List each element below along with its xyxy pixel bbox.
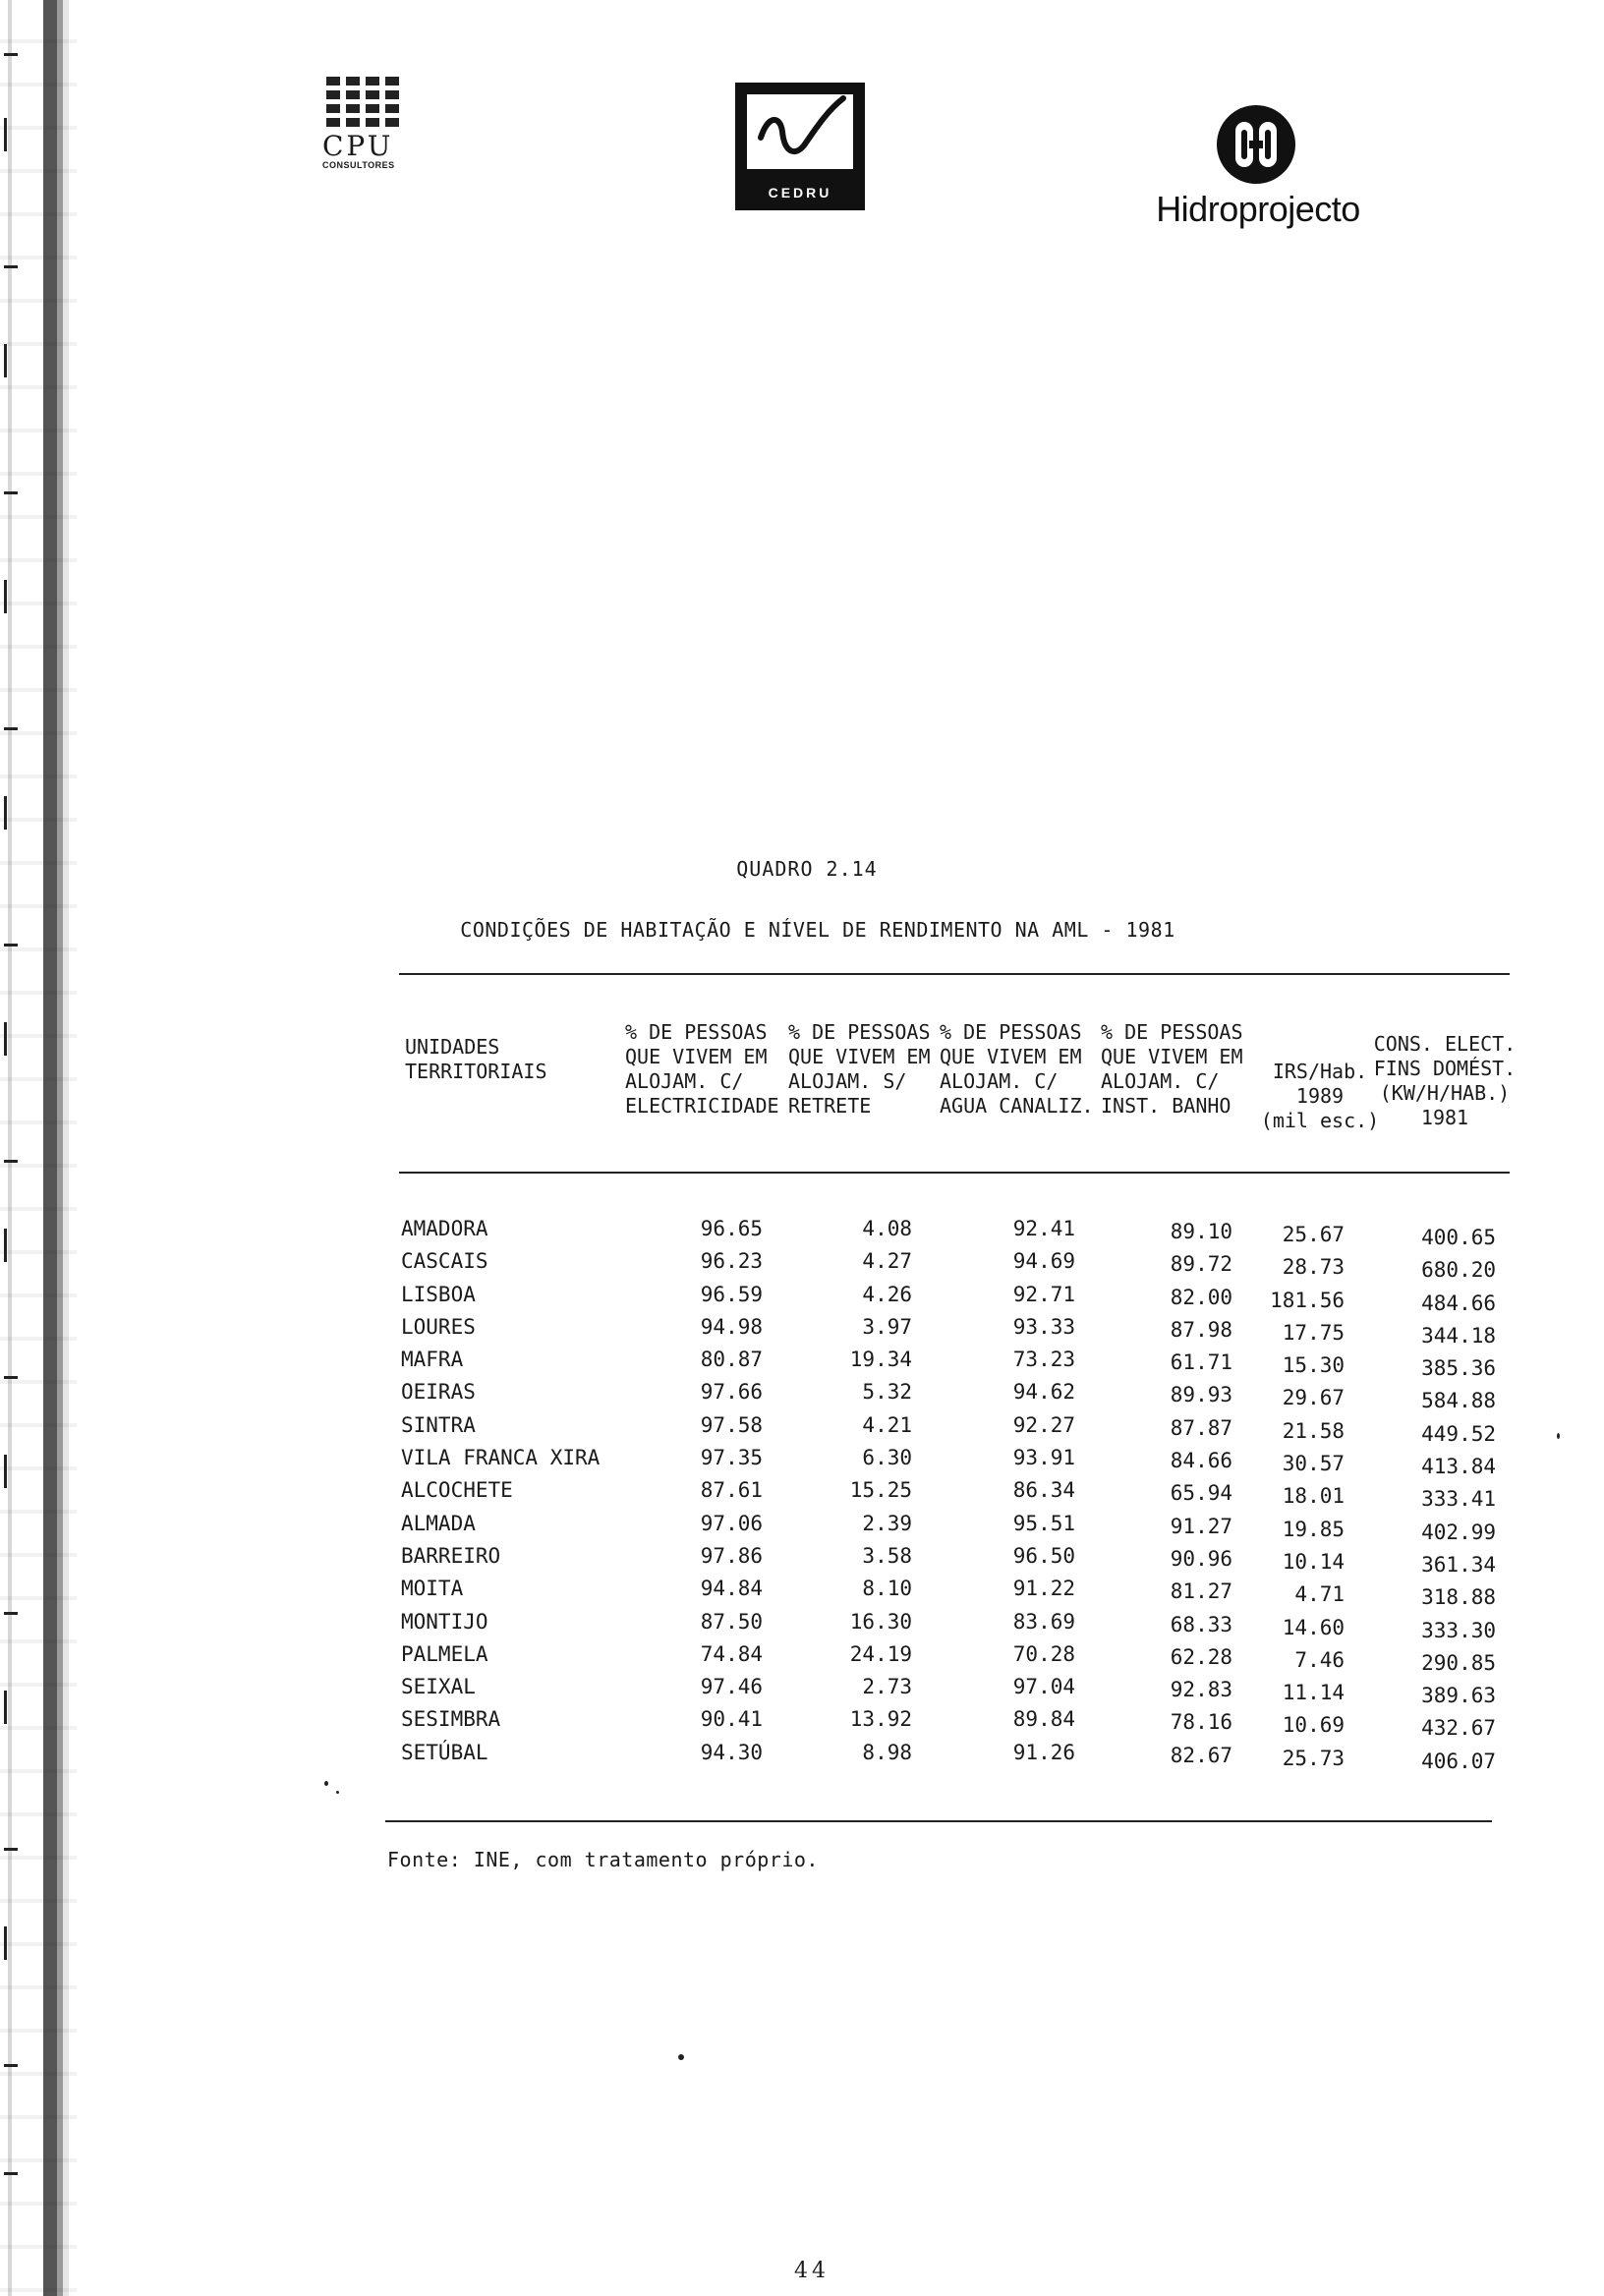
header-electricidade: % DE PESSOAS QUE VIVEM EM ALOJAM. C/ ELECTRICIDADE (625, 1020, 779, 1118)
cedru-logo (735, 83, 865, 210)
unit-name-cell: ALMADA (401, 1511, 476, 1535)
table-top-rule (399, 973, 1510, 975)
table-row (401, 1279, 1521, 1315)
scan-speck (324, 1781, 328, 1786)
pct-agua-canalizada-cell: 83.69 (1012, 1609, 1075, 1634)
irs-per-hab-cell: 19.85 (1282, 1517, 1345, 1541)
cons-electrico-cell: 361.34 (1421, 1552, 1496, 1577)
pct-electricidade-cell: 97.86 (700, 1543, 763, 1568)
pct-sem-retrete-cell: 2.73 (862, 1675, 912, 1699)
pct-instalacao-banho-cell: 89.72 (1170, 1252, 1232, 1277)
irs-per-hab-cell: 17.75 (1282, 1320, 1345, 1345)
pct-electricidade-cell: 87.61 (700, 1478, 763, 1503)
pct-electricidade-cell: 90.41 (700, 1707, 763, 1732)
scan-speck (678, 2054, 684, 2060)
unit-name-cell: MONTIJO (401, 1609, 488, 1634)
unit-name-cell: SEIXAL (401, 1675, 476, 1699)
pct-sem-retrete-cell: 19.34 (849, 1348, 912, 1372)
table-row (401, 1213, 1521, 1249)
pct-electricidade-cell: 94.84 (700, 1577, 763, 1601)
pct-sem-retrete-cell: 6.30 (862, 1446, 912, 1470)
pct-electricidade-cell: 97.66 (700, 1380, 763, 1405)
header-instalacao-banho: % DE PESSOAS QUE VIVEM EM ALOJAM. C/ INST. BANHO (1101, 1020, 1243, 1118)
pct-instalacao-banho-cell: 92.83 (1170, 1678, 1232, 1702)
table-row (401, 1344, 1521, 1381)
pct-agua-canalizada-cell: 86.34 (1012, 1478, 1075, 1503)
page-number: 44 (794, 2259, 830, 2283)
table-row (401, 1245, 1521, 1283)
pct-instalacao-banho-cell: 90.96 (1170, 1546, 1232, 1571)
pct-electricidade-cell: 97.35 (700, 1446, 763, 1470)
header-units: UNIDADES TERRITORIAIS (405, 1035, 547, 1083)
irs-per-hab-cell: 29.67 (1282, 1386, 1345, 1410)
unit-name-cell: OEIRAS (401, 1380, 476, 1405)
table-row (401, 1508, 1521, 1544)
pct-agua-canalizada-cell: 70.28 (1012, 1641, 1075, 1666)
pct-instalacao-banho-cell: 87.87 (1170, 1415, 1232, 1440)
pct-sem-retrete-cell: 24.19 (849, 1641, 912, 1666)
cpu-logo-name: CPU (322, 130, 394, 162)
irs-per-hab-cell: 4.71 (1294, 1582, 1345, 1607)
table-row (401, 1703, 1521, 1741)
cons-electrico-cell: 344.18 (1421, 1323, 1496, 1348)
irs-per-hab-cell: 10.14 (1282, 1549, 1345, 1574)
binding-edge (0, 0, 77, 2296)
scan-speck (336, 1791, 339, 1794)
unit-name-cell: ALCOCHETE (401, 1478, 513, 1503)
pct-instalacao-banho-cell: 62.28 (1170, 1644, 1232, 1669)
header-retrete: % DE PESSOAS QUE VIVEM EM ALOJAM. S/ RETRETE (788, 1020, 931, 1118)
cons-electrico-cell: 290.85 (1421, 1650, 1496, 1675)
table-row (401, 1540, 1521, 1577)
pct-instalacao-banho-cell: 87.98 (1170, 1317, 1232, 1342)
cons-electrico-cell: 432.67 (1421, 1716, 1496, 1741)
pct-electricidade-cell: 97.58 (700, 1412, 763, 1437)
pct-sem-retrete-cell: 3.97 (862, 1314, 912, 1339)
header-irs: IRS/Hab. 1989 (mil esc.) (1260, 1060, 1380, 1132)
irs-per-hab-cell: 181.56 (1270, 1288, 1345, 1312)
pct-sem-retrete-cell: 3.58 (862, 1543, 912, 1568)
irs-per-hab-cell: 15.30 (1282, 1353, 1345, 1378)
pct-electricidade-cell: 96.65 (700, 1217, 763, 1240)
cpu-grid-icon (326, 77, 411, 127)
pct-agua-canalizada-cell: 93.91 (1012, 1446, 1075, 1470)
cpu-logo-sub: CONSULTORES (322, 160, 395, 170)
pct-agua-canalizada-cell: 92.41 (1012, 1217, 1075, 1240)
table-source: Fonte: INE, com tratamento próprio. (387, 1848, 819, 1871)
pct-agua-canalizada-cell: 73.23 (1012, 1348, 1075, 1372)
irs-per-hab-cell: 21.58 (1282, 1418, 1345, 1443)
table-row (401, 1311, 1521, 1348)
irs-per-hab-cell: 18.01 (1282, 1484, 1345, 1509)
irs-per-hab-cell: 11.14 (1282, 1681, 1345, 1705)
irs-per-hab-cell: 10.69 (1282, 1713, 1345, 1738)
pct-sem-retrete-cell: 4.21 (862, 1412, 912, 1437)
pct-electricidade-cell: 94.30 (700, 1740, 763, 1764)
pct-electricidade-cell: 80.87 (700, 1348, 763, 1372)
cons-electrico-cell: 484.66 (1421, 1291, 1496, 1315)
unit-name-cell: SESIMBRA (401, 1707, 501, 1732)
cons-electrico-cell: 333.41 (1421, 1487, 1496, 1512)
cons-electrico-cell: 333.30 (1421, 1618, 1496, 1642)
pct-instalacao-banho-cell: 68.33 (1170, 1612, 1232, 1636)
pct-sem-retrete-cell: 4.26 (862, 1282, 912, 1306)
table-number: QUADRO 2.14 (736, 857, 878, 881)
pct-sem-retrete-cell: 16.30 (849, 1609, 912, 1634)
cons-electrico-cell: 389.63 (1421, 1684, 1496, 1708)
pct-electricidade-cell: 96.59 (700, 1282, 763, 1306)
irs-per-hab-cell: 14.60 (1282, 1615, 1345, 1639)
table-title: CONDIÇÕES DE HABITAÇÃO E NÍVEL DE RENDIMENTO NA AML - 1981 (460, 918, 1175, 942)
table-row (401, 1671, 1521, 1708)
header-bottom-rule (399, 1172, 1510, 1174)
table-row (401, 1442, 1521, 1479)
unit-name-cell: AMADORA (401, 1217, 488, 1240)
pct-sem-retrete-cell: 8.98 (862, 1740, 912, 1764)
table-body (401, 1213, 1521, 1773)
pct-agua-canalizada-cell: 94.69 (1012, 1249, 1075, 1274)
table-row (401, 1474, 1521, 1512)
unit-name-cell: SINTRA (401, 1412, 476, 1437)
table-row (401, 1409, 1521, 1446)
pct-electricidade-cell: 74.84 (700, 1641, 763, 1666)
pct-agua-canalizada-cell: 97.04 (1012, 1675, 1075, 1699)
pct-instalacao-banho-cell: 91.27 (1170, 1514, 1232, 1538)
pct-electricidade-cell: 96.23 (700, 1249, 763, 1274)
cons-electrico-cell: 413.84 (1421, 1455, 1496, 1479)
pct-instalacao-banho-cell: 82.67 (1170, 1743, 1232, 1767)
table-row (401, 1638, 1521, 1675)
pct-agua-canalizada-cell: 94.62 (1012, 1380, 1075, 1405)
pct-instalacao-banho-cell: 65.94 (1170, 1481, 1232, 1506)
unit-name-cell: VILA FRANCA XIRA (401, 1446, 601, 1470)
header-agua-canalizada: % DE PESSOAS QUE VIVEM EM ALOJAM. C/ AGUA CANALIZ. (940, 1020, 1094, 1118)
table-row (401, 1376, 1521, 1413)
pct-electricidade-cell: 87.50 (700, 1609, 763, 1634)
irs-per-hab-cell: 25.67 (1282, 1223, 1345, 1246)
unit-name-cell: MAFRA (401, 1348, 464, 1372)
unit-name-cell: SETÚBAL (401, 1740, 488, 1764)
pct-instalacao-banho-cell: 89.10 (1170, 1220, 1232, 1243)
pct-sem-retrete-cell: 13.92 (849, 1707, 912, 1732)
pct-agua-canalizada-cell: 91.22 (1012, 1577, 1075, 1601)
pct-instalacao-banho-cell: 81.27 (1170, 1579, 1232, 1604)
irs-per-hab-cell: 7.46 (1294, 1647, 1345, 1672)
pct-instalacao-banho-cell: 84.66 (1170, 1449, 1232, 1473)
pct-sem-retrete-cell: 15.25 (849, 1478, 912, 1503)
pct-instalacao-banho-cell: 61.71 (1170, 1350, 1232, 1375)
pct-sem-retrete-cell: 4.27 (862, 1249, 912, 1274)
pct-instalacao-banho-cell: 82.00 (1170, 1285, 1232, 1309)
table-row (401, 1606, 1521, 1642)
pct-electricidade-cell: 97.06 (700, 1511, 763, 1535)
cons-electrico-cell: 402.99 (1421, 1520, 1496, 1544)
pct-agua-canalizada-cell: 95.51 (1012, 1511, 1075, 1535)
cpu-logo (322, 77, 411, 204)
pct-sem-retrete-cell: 2.39 (862, 1511, 912, 1535)
scan-speck (1557, 1433, 1560, 1439)
cons-electrico-cell: 449.52 (1421, 1421, 1496, 1446)
hidroprojecto-logo (1130, 102, 1386, 240)
table-bottom-rule (385, 1820, 1492, 1822)
unit-name-cell: LISBOA (401, 1282, 476, 1306)
pct-electricidade-cell: 94.98 (700, 1314, 763, 1339)
unit-name-cell: PALMELA (401, 1641, 488, 1666)
table-row (401, 1737, 1521, 1773)
cons-electrico-cell: 385.36 (1421, 1356, 1496, 1381)
table-row (401, 1573, 1521, 1610)
irs-per-hab-cell: 28.73 (1282, 1255, 1345, 1280)
pct-sem-retrete-cell: 4.08 (862, 1217, 912, 1240)
pct-sem-retrete-cell: 8.10 (862, 1577, 912, 1601)
pct-agua-canalizada-cell: 91.26 (1012, 1740, 1075, 1764)
cons-electrico-cell: 318.88 (1421, 1585, 1496, 1610)
pct-instalacao-banho-cell: 78.16 (1170, 1710, 1232, 1735)
pct-agua-canalizada-cell: 92.71 (1012, 1282, 1075, 1306)
unit-name-cell: CASCAIS (401, 1249, 488, 1274)
unit-name-cell: MOITA (401, 1577, 464, 1601)
pct-instalacao-banho-cell: 89.93 (1170, 1383, 1232, 1407)
pct-agua-canalizada-cell: 96.50 (1012, 1543, 1075, 1568)
cedru-logo-name: CEDRU (768, 185, 832, 201)
unit-name-cell: BARREIRO (401, 1543, 501, 1568)
header-consumo-electrico: CONS. ELECT. FINS DOMÉST. (KW/H/HAB.) 1981 (1373, 1032, 1517, 1129)
pct-sem-retrete-cell: 5.32 (862, 1380, 912, 1405)
pct-agua-canalizada-cell: 93.33 (1012, 1314, 1075, 1339)
hidroprojecto-mark-icon (1214, 102, 1298, 187)
cons-electrico-cell: 400.65 (1421, 1226, 1496, 1249)
irs-per-hab-cell: 30.57 (1282, 1452, 1345, 1476)
cons-electrico-cell: 406.07 (1421, 1749, 1496, 1773)
unit-name-cell: LOURES (401, 1314, 476, 1339)
cedru-wave-icon (747, 94, 853, 169)
pct-agua-canalizada-cell: 92.27 (1012, 1412, 1075, 1437)
irs-per-hab-cell: 25.73 (1282, 1746, 1345, 1770)
cons-electrico-cell: 680.20 (1421, 1258, 1496, 1283)
pct-agua-canalizada-cell: 89.84 (1012, 1707, 1075, 1732)
cons-electrico-cell: 584.88 (1421, 1389, 1496, 1413)
pct-electricidade-cell: 97.46 (700, 1675, 763, 1699)
hidroprojecto-logo-name: Hidroprojecto (1156, 189, 1360, 229)
